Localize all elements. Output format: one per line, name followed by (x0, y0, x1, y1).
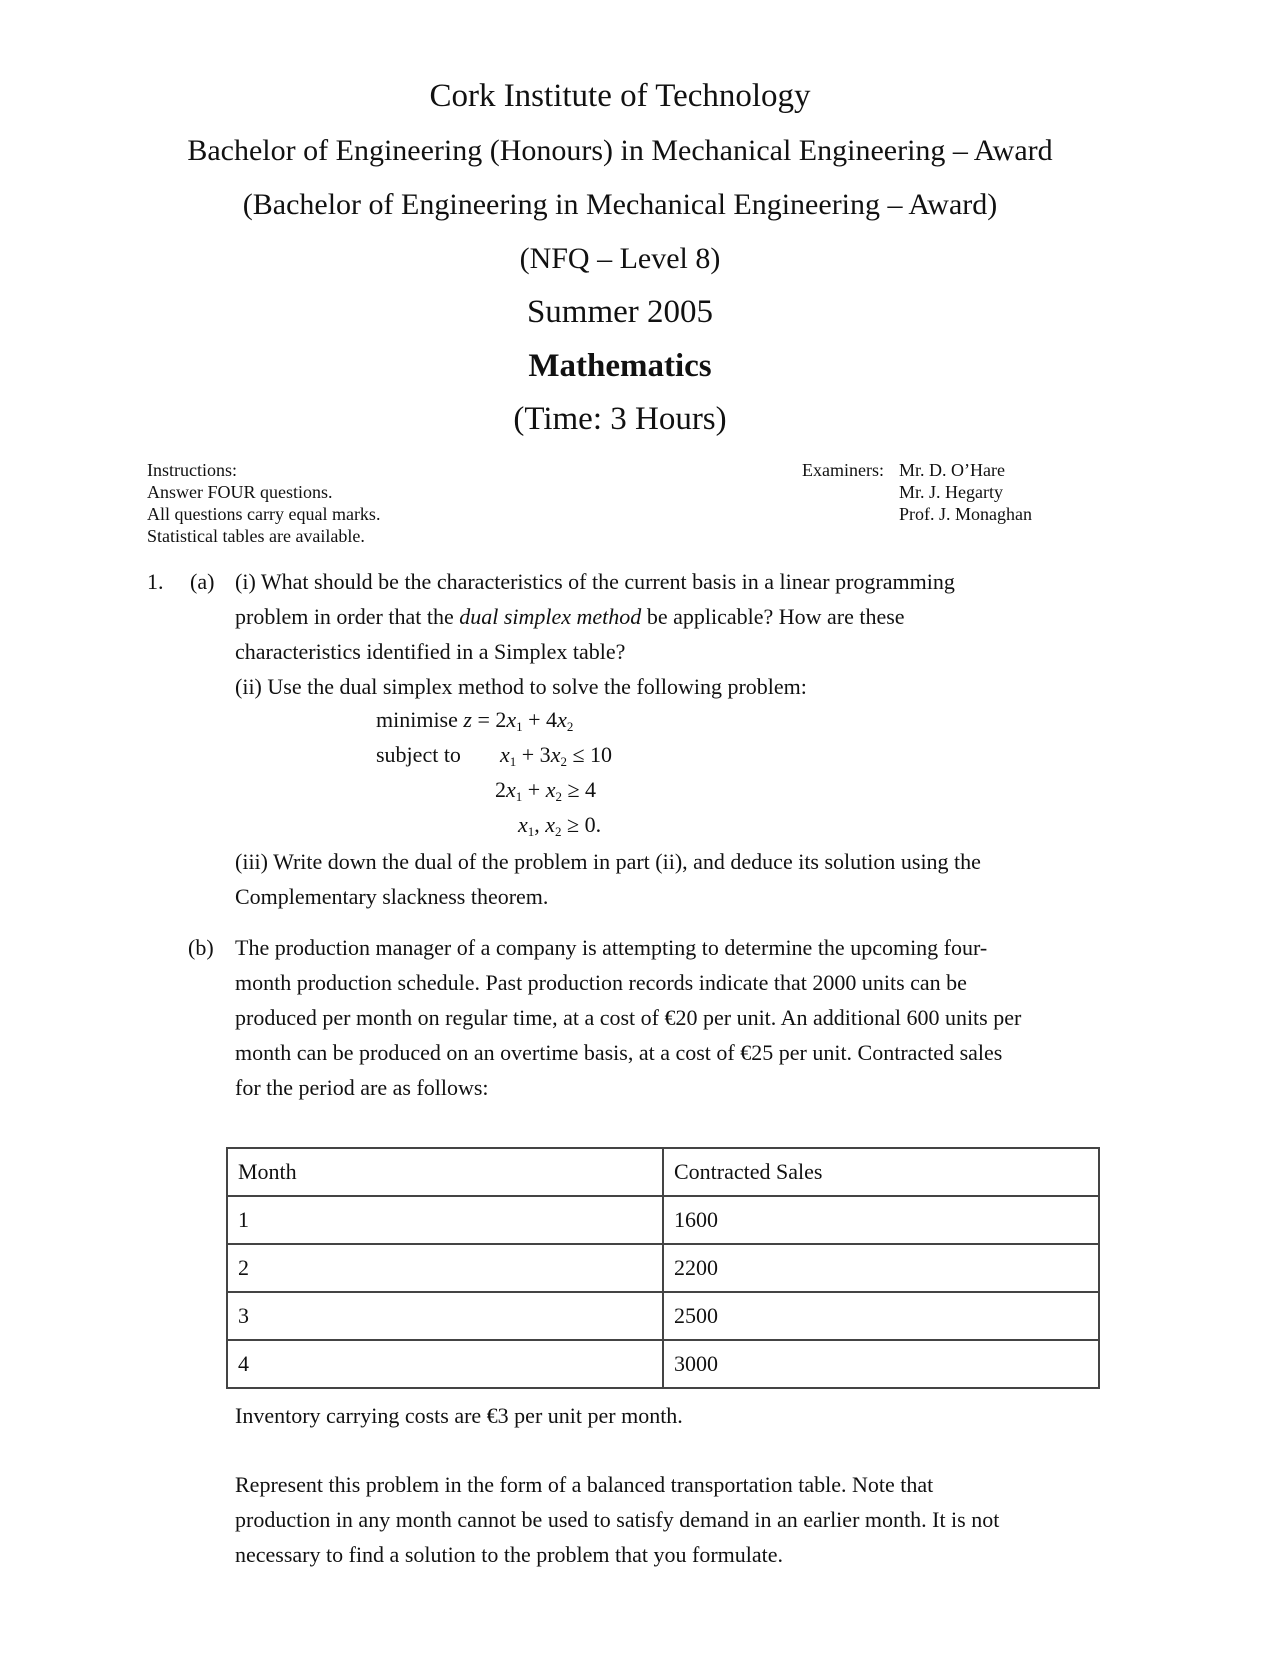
part-a-iii-line: (iii) Write down the dual of the problem in part (ii), and deduce its solution using the (235, 849, 981, 874)
table-cell-month: 3 (227, 1292, 663, 1340)
table-cell-month: 2 (227, 1244, 663, 1292)
part-b-label: (b) (188, 935, 214, 960)
part-b-line: for the period are as follows: (235, 1075, 489, 1100)
dual-simplex-emphasis: dual simplex method (459, 604, 642, 629)
lp-nonnegativity: $x_1$, $x_2 \ge 0$. (518, 812, 602, 839)
lp-constraint-2: $2x_1 + x_2 \ge 4$ (495, 777, 597, 804)
inventory-cost-line: Inventory carrying costs are €3 per unit per month. (235, 1403, 683, 1428)
table-row (227, 1196, 1099, 1244)
examiners-list (899, 459, 1032, 525)
part-a-i-line: characteristics identified in a Simplex table? (235, 639, 626, 664)
part-b-final-line: necessary to find a solution to the problem that you formulate. (235, 1542, 784, 1567)
instruction-line: Answer FOUR questions. (147, 482, 333, 502)
part-b-line: month production schedule. Past production records indicate that 2000 units can be (235, 970, 967, 995)
part-b-line: month can be produced on an overtime basis, at a cost of €25 per unit. Contracted sales (235, 1040, 1003, 1065)
lp-subject-to-label: subject to (376, 742, 461, 767)
institution-title: Cork Institute of Technology (429, 78, 811, 114)
instruction-line: All questions carry equal marks. (147, 504, 381, 524)
examiner-name: Mr. J. Hegarty (899, 482, 1003, 502)
part-a-i-line: problem in order that the dual simplex method be applicable? How are these (235, 604, 905, 629)
table-cell-sales: 2500 (663, 1292, 1099, 1340)
table-row (227, 1292, 1099, 1340)
part-a-label: (a) (190, 569, 215, 594)
table-row (227, 1340, 1099, 1388)
table-cell-sales: 1600 (663, 1196, 1099, 1244)
table-header-month: Month (227, 1148, 663, 1196)
instructions-block (147, 459, 380, 547)
exam-session: Summer 2005 (526, 294, 714, 330)
contracted-sales-table (226, 1147, 1100, 1389)
instructions-heading: Instructions: (147, 460, 237, 480)
table-header-row (227, 1148, 1099, 1196)
part-b-line: produced per month on regular time, at a cost of €20 per unit. An additional 600 units per (235, 1005, 1022, 1030)
part-a-ii-line: (ii) Use the dual simplex method to solve the following problem: (235, 674, 807, 699)
exam-duration: (Time: 3 Hours) (513, 401, 727, 437)
part-b-final-line: Represent this problem in the form of a balanced transportation table. Note that (235, 1472, 934, 1497)
instruction-line: Statistical tables are available. (147, 526, 365, 546)
question-number: 1. (147, 569, 164, 594)
part-b-final-line: production in any month cannot be used to satisfy demand in an earlier month. It is not (235, 1507, 1000, 1532)
subject-title: Mathematics (528, 348, 712, 384)
programme-title: Bachelor of Engineering (Honours) in Mechanical Engineering – Award (187, 134, 1053, 167)
table-cell-month: 1 (227, 1196, 663, 1244)
examiners-label: Examiners: (802, 460, 884, 480)
table-cell-month: 4 (227, 1340, 663, 1388)
part-b-line: The production manager of a company is attempting to determine the upcoming four- (235, 935, 988, 960)
table-header-sales: Contracted Sales (663, 1148, 1099, 1196)
lp-constraint-1: $x_1 + 3x_2 \le 10$ (500, 742, 613, 769)
part-a-iii-line: Complementary slackness theorem. (235, 884, 549, 909)
nfq-level: (NFQ – Level 8) (519, 242, 721, 275)
table-cell-sales: 2200 (663, 1244, 1099, 1292)
table-row (227, 1244, 1099, 1292)
programme-subtitle: (Bachelor of Engineering in Mechanical Engineering – Award) (242, 188, 998, 221)
examiner-name: Prof. J. Monaghan (899, 504, 1032, 524)
examiner-name: Mr. D. O’Hare (899, 460, 1005, 480)
table-cell-sales: 3000 (663, 1340, 1099, 1388)
part-a-i-line: (i) What should be the characteristics of the current basis in a linear programming (235, 569, 955, 594)
lp-objective: minimise $z = 2x_1 + 4x_2$ (376, 707, 574, 734)
